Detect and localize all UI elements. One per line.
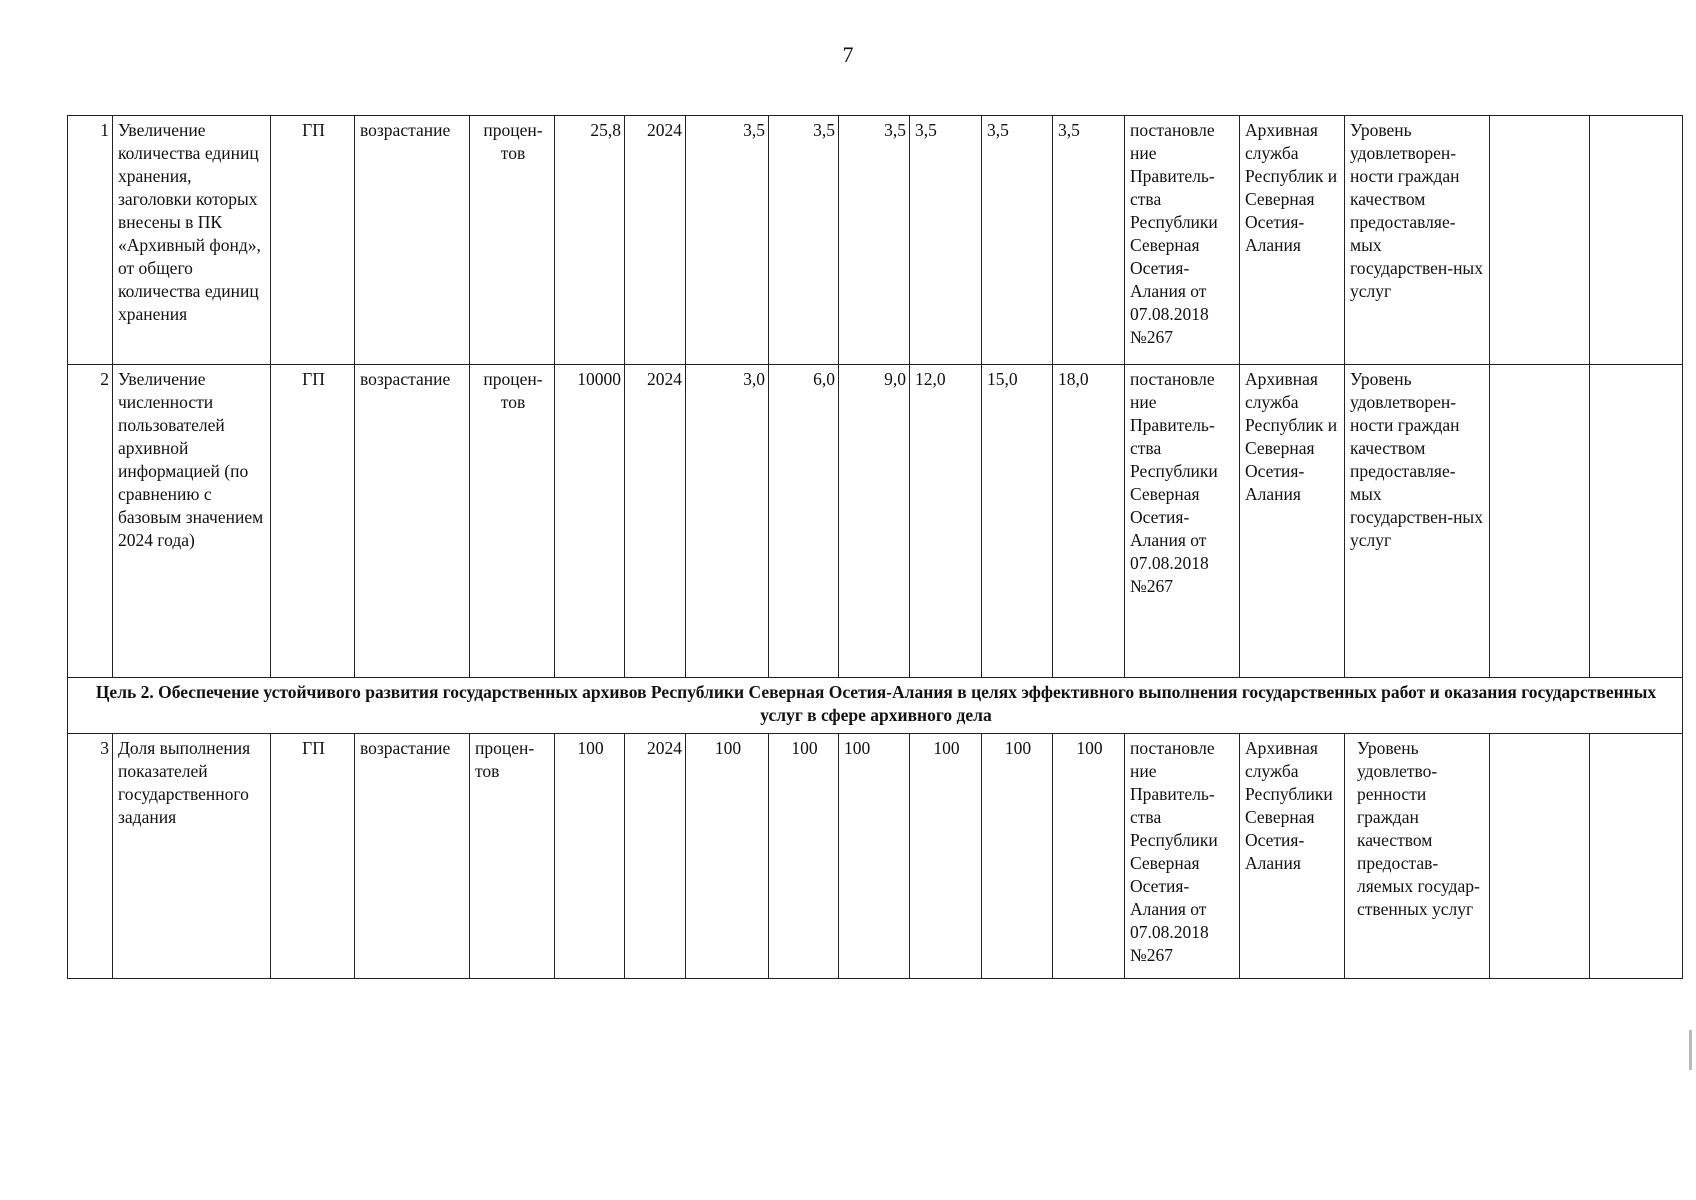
indicator-unit: процен-тов (470, 365, 555, 678)
value-year-3: 3,5 (839, 116, 910, 365)
linked-indicator: Уровень удовлетворен-ности граждан качеством предоставляе-мых государствен-ных услуг (1345, 116, 1490, 365)
legal-document: постановле ние Правитель-ства Республики Северная Осетия-Алания от 07.08.2018 №267 (1125, 734, 1240, 979)
indicator-level: ГП (271, 116, 355, 365)
value-year-6: 3,5 (1053, 116, 1125, 365)
base-value: 100 (555, 734, 625, 979)
responsible-body: Архивная служба Республики Северная Осетия-Алания (1240, 734, 1345, 979)
goal-row (68, 678, 1683, 734)
value-year-1: 100 (686, 734, 769, 979)
linked-indicator: Уровень удовлетво-ренности граждан качеством предостав-ляемых государ-ственных услуг (1345, 734, 1490, 979)
value-year-3: 9,0 (839, 365, 910, 678)
row-number: 1 (68, 116, 113, 365)
value-year-2: 6,0 (769, 365, 839, 678)
indicator-trend: возрастание (355, 734, 470, 979)
extra-cell-1 (1490, 365, 1590, 678)
indicator-unit: процен-тов (470, 734, 555, 979)
indicator-trend: возрастание (355, 365, 470, 678)
indicator-level: ГП (271, 365, 355, 678)
base-value: 10000 (555, 365, 625, 678)
legal-document: постановле ние Правитель-ства Республики Северная Осетия-Алания от 07.08.2018 №267 (1125, 365, 1240, 678)
row-number: 3 (68, 734, 113, 979)
value-year-6: 100 (1053, 734, 1125, 979)
value-year-6: 18,0 (1053, 365, 1125, 678)
indicator-unit: процен-тов (470, 116, 555, 365)
goal-heading: Цель 2. Обеспечение устойчивого развития государственных архивов Республики Северная Осетия-Алания в целях эффективного выполнения государственных работ и оказания государственных услуг в сфере архивного дела (68, 678, 1683, 734)
base-year: 2024 (625, 365, 686, 678)
value-year-5: 15,0 (982, 365, 1053, 678)
indicator-trend: возрастание (355, 116, 470, 365)
legal-document: постановле ние Правитель-ства Республики Северная Осетия-Алания от 07.08.2018 №267 (1125, 116, 1240, 365)
responsible-body: Архивная служба Республик и Северная Осетия-Алания (1240, 116, 1345, 365)
value-year-2: 100 (769, 734, 839, 979)
indicator-name: Доля выполнения показателей государственного задания (113, 734, 271, 979)
extra-cell-2 (1590, 734, 1683, 979)
value-year-4: 3,5 (910, 116, 982, 365)
indicator-level: ГП (271, 734, 355, 979)
value-year-1: 3,5 (686, 116, 769, 365)
indicators-table (67, 115, 1683, 979)
value-year-3: 100 (839, 734, 910, 979)
linked-indicator: Уровень удовлетворен-ности граждан качеством предоставляе-мых государствен-ных услуг (1345, 365, 1490, 678)
base-year: 2024 (625, 734, 686, 979)
table-row (68, 116, 1683, 365)
indicator-name: Увеличение численности пользователей архивной информацией (по сравнению с базовым значением 2024 года) (113, 365, 271, 678)
value-year-5: 3,5 (982, 116, 1053, 365)
value-year-5: 100 (982, 734, 1053, 979)
row-number: 2 (68, 365, 113, 678)
base-value: 25,8 (555, 116, 625, 365)
table-row (68, 734, 1683, 979)
base-year: 2024 (625, 116, 686, 365)
page-number: 7 (842, 42, 854, 67)
value-year-4: 12,0 (910, 365, 982, 678)
extra-cell-2 (1590, 365, 1683, 678)
scan-edge-mark (1689, 1030, 1692, 1070)
responsible-body: Архивная служба Республик и Северная Осетия-Алания (1240, 365, 1345, 678)
value-year-2: 3,5 (769, 116, 839, 365)
value-year-4: 100 (910, 734, 982, 979)
extra-cell-2 (1590, 116, 1683, 365)
extra-cell-1 (1490, 734, 1590, 979)
table-row (68, 365, 1683, 678)
value-year-1: 3,0 (686, 365, 769, 678)
indicator-name: Увеличение количества единиц хранения, заголовки которых внесены в ПК «Архивный фонд», от общего количества единиц хранения (113, 116, 271, 365)
extra-cell-1 (1490, 116, 1590, 365)
